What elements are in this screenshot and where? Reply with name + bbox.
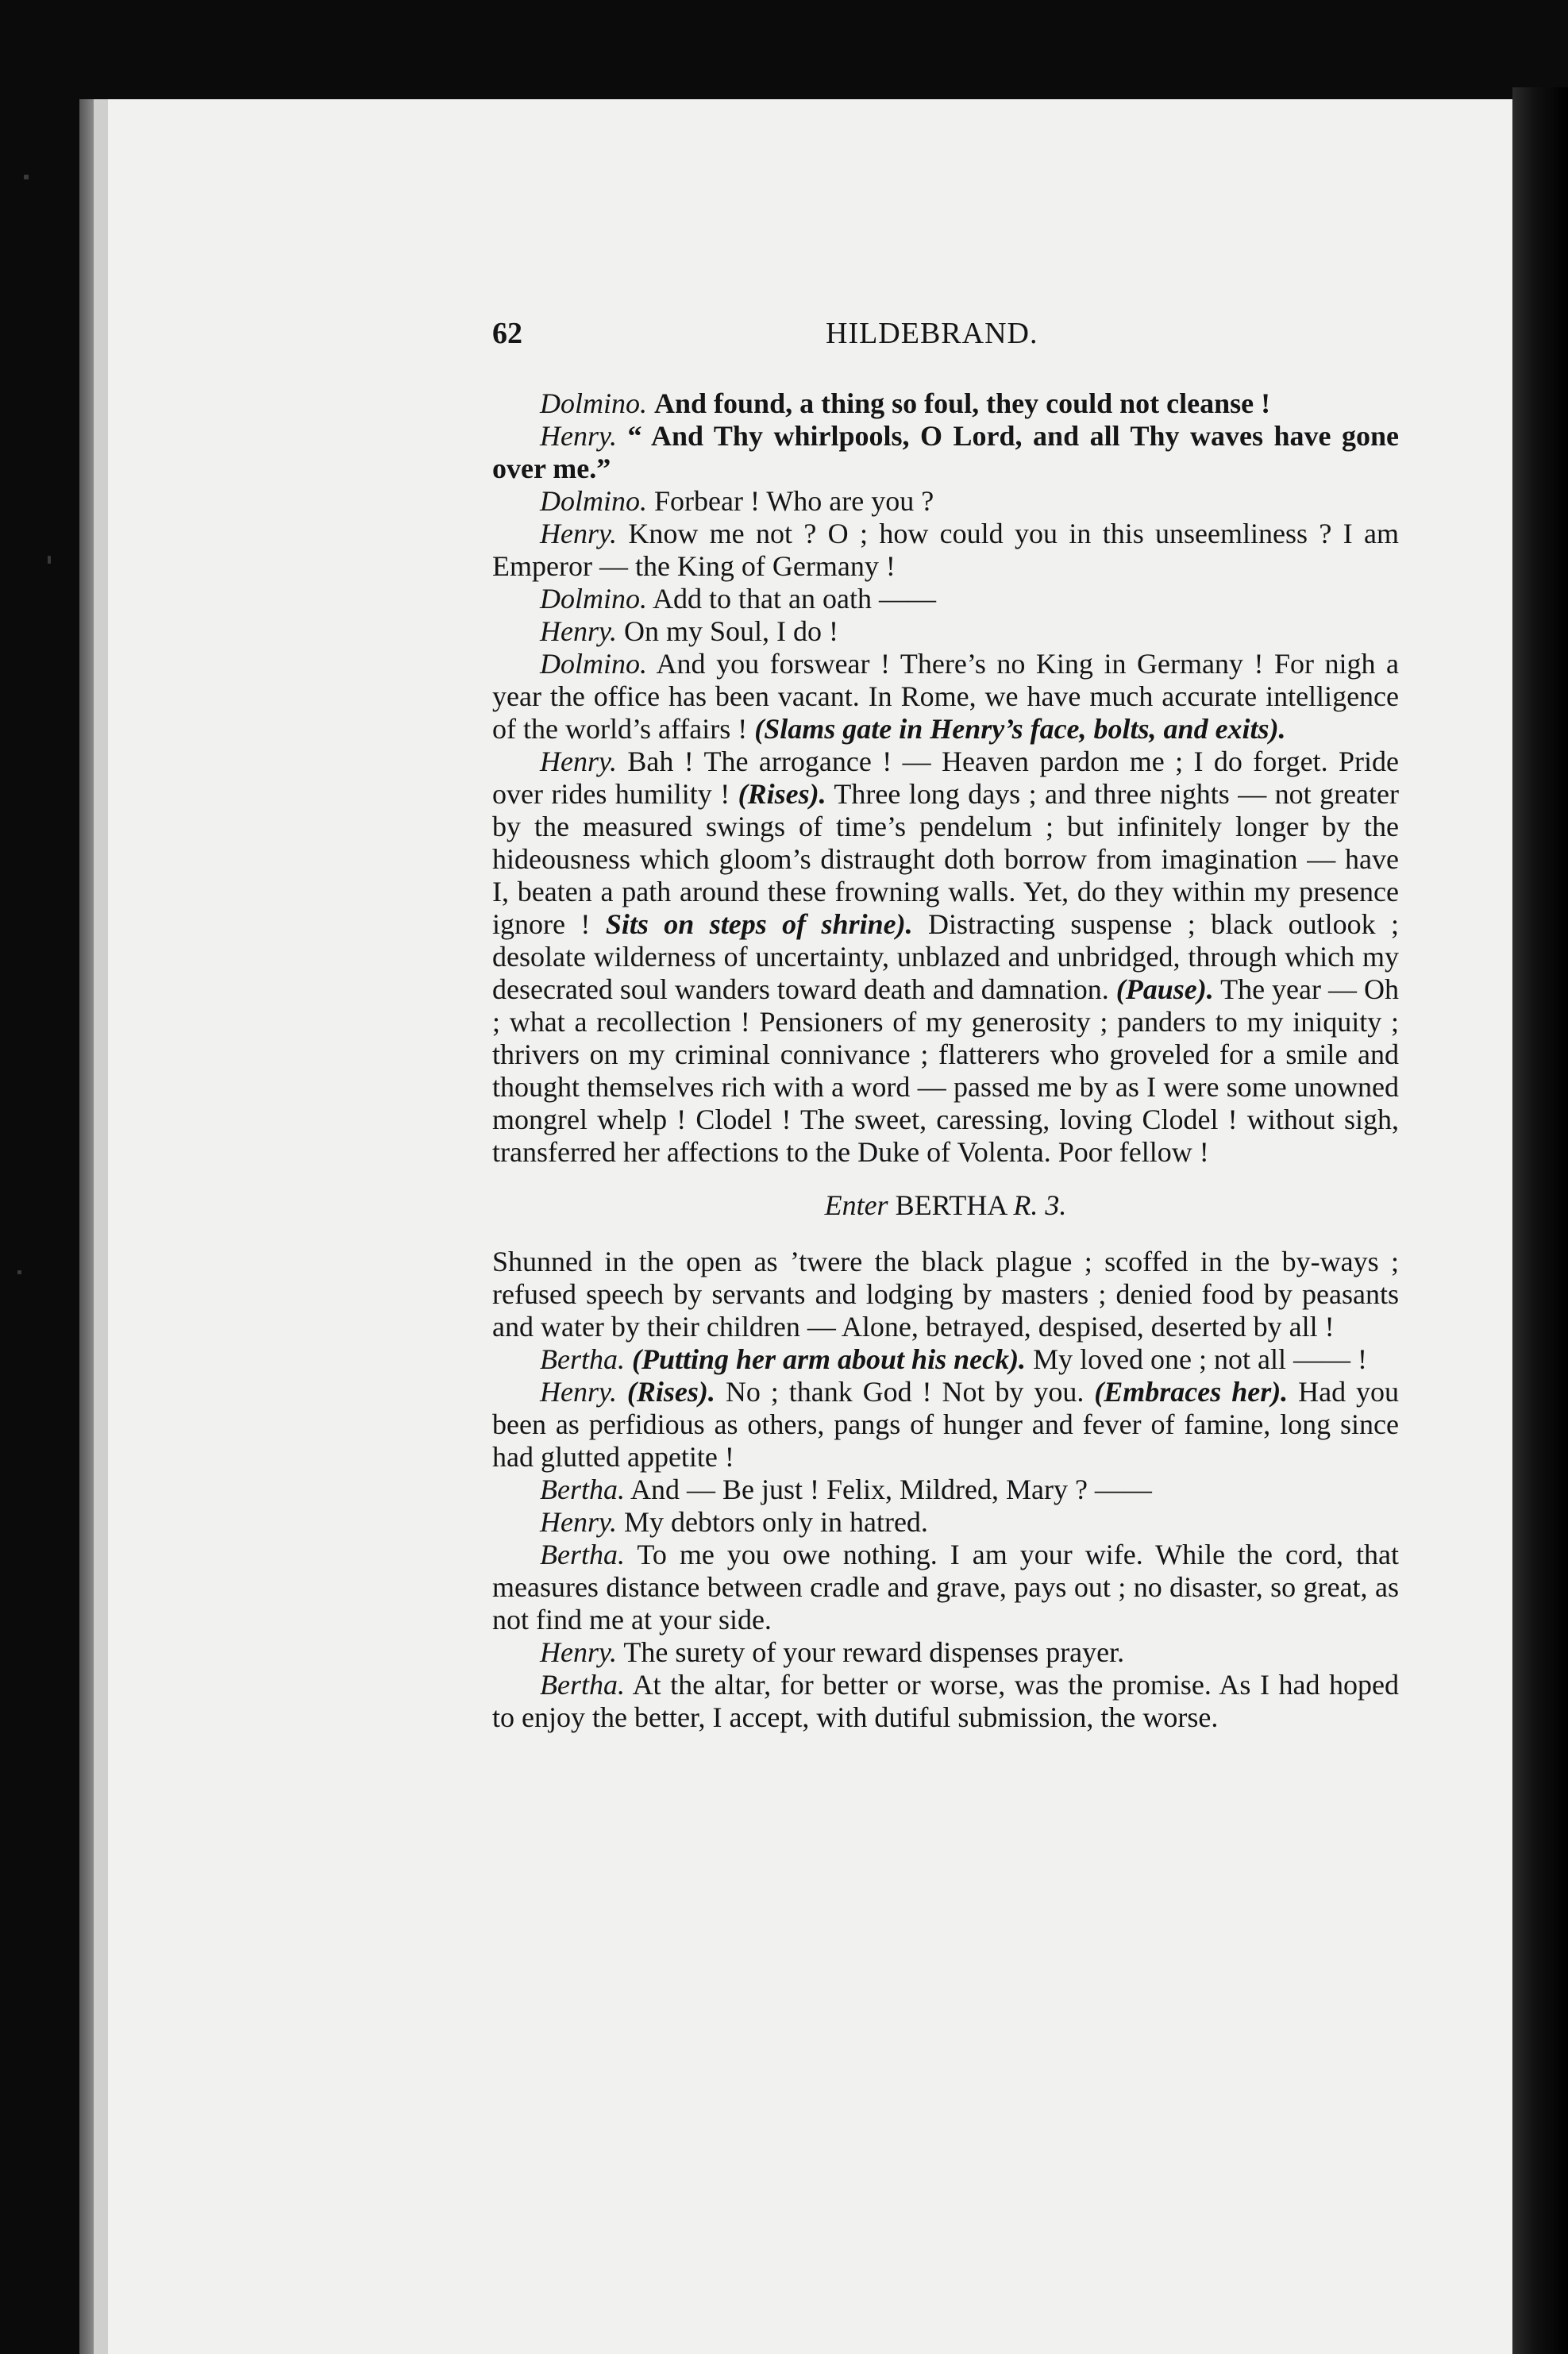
line-text: Know me not ? O ; how could you in this unseemliness ? I am Emperor — the King of Germany ! xyxy=(492,518,1399,582)
entrance-name: BERTHA xyxy=(895,1189,1007,1221)
speaker-name: Dolmino. xyxy=(540,583,647,615)
continuation-text: Shunned in the open as ’twere the black plague ; scoffed in the by-ways ; refused speech by servants and lodging by masters ; denied food by peasants and water by their children — Alone, betrayed, despised, deserted by all ! xyxy=(492,1246,1399,1343)
line-text: On my Soul, I do ! xyxy=(623,615,838,647)
speaker-name: Dolmino. xyxy=(540,485,647,517)
speaker-name: Henry. xyxy=(540,518,617,549)
line-text: Distracting suspense ; black outlook ; desolate wilderness of uncertainty, unblazed and unbridged, through which my desecrated soul wanders toward death and damnation. xyxy=(492,908,1400,1005)
speaker-name: Bertha. xyxy=(540,1474,625,1505)
line-text: “ And Thy whirlpools, O Lord, and all Thy waves have gone over me.” xyxy=(492,420,1400,484)
dialogue-line xyxy=(492,518,1399,583)
stage-direction: (Rises). xyxy=(738,778,826,810)
entrance-word: Enter xyxy=(824,1189,888,1221)
speaker-name: Henry. xyxy=(540,1506,617,1538)
speaker-name: Dolmino. xyxy=(540,648,647,680)
page-title: HILDEBRAND. xyxy=(826,317,1038,350)
scan-speck xyxy=(17,1270,21,1274)
line-text: To me you owe nothing. I am your wife. While the cord, that measures distance between cradle and grave, pays out ; no disaster, so great, as not find me at your side. xyxy=(492,1539,1399,1635)
line-text: Had you been as perfidious as others, pangs of hunger and fever of famine, long since had glutted appetite ! xyxy=(492,1376,1400,1473)
dialogue-line xyxy=(492,1376,1399,1474)
dialogue-line xyxy=(492,420,1399,485)
dialogue-line xyxy=(492,583,1399,615)
speaker-name: Bertha. xyxy=(540,1669,625,1701)
stage-direction: Sits on steps of shrine). xyxy=(605,908,913,940)
running-head xyxy=(492,318,1399,365)
speaker-name: Bertha. xyxy=(540,1343,625,1375)
line-text: Forbear ! Who are you ? xyxy=(654,485,934,517)
speaker-name: Dolmino. xyxy=(540,387,647,419)
speaker-name: Bertha. xyxy=(540,1539,625,1570)
line-text: At the altar, for better or worse, was the promise. As I had hoped to enjoy the better, I accept, with dutiful submission, the worse. xyxy=(492,1669,1400,1733)
stage-direction: (Putting her arm about his neck). xyxy=(631,1343,1027,1375)
line-text: The year — Oh ; what a recollection ! Pensioners of my generosity ; panders to my iniquity ; thrivers on my criminal connivance ; flatterers who groveled for a smile and thought themselves rich with a word — passed me by as I were some unowned mongrel whelp ! Clodel ! The sweet, caressing, loving Clodel ! without sigh, transferred her affections to the Duke of Volenta. Poor fellow ! xyxy=(492,973,1399,1168)
scan-speck xyxy=(48,556,51,564)
page-right-edge xyxy=(1512,87,1568,2354)
page-content xyxy=(492,318,1399,1734)
stage-direction: (Slams gate in Henry’s face, bolts, and exits). xyxy=(754,713,1286,745)
entrance-position: R. 3. xyxy=(1013,1189,1067,1221)
line-text: Bah ! The arrogance ! — Heaven pardon me ; I do forget. Pride over rides humility ! xyxy=(492,745,1400,810)
line-text: My debtors only in hatred. xyxy=(623,1506,928,1538)
line-text: Add to that an oath —— xyxy=(653,583,936,615)
line-text: And found, a thing so foul, they could not cleanse ! xyxy=(654,387,1271,419)
dialogue-line xyxy=(492,485,1399,518)
dialogue-line xyxy=(492,1474,1399,1506)
dialogue-line xyxy=(492,1506,1399,1539)
speaker-name: Henry. xyxy=(540,745,617,777)
page-number: 62 xyxy=(492,317,522,350)
line-text: And you forswear ! There’s no King in Germany ! For nigh a year the office has been vacant. In Rome, we have much accurate intelligence of the world’s affairs ! xyxy=(492,648,1400,745)
scan-speck xyxy=(24,175,29,179)
speaker-name: Henry. xyxy=(540,615,617,647)
line-text: Three long days ; and three nights — not greater by the measured swings of time’s pendelum ; but infinitely longer by the hideousness which gloom’s distraught doth borrow from imagination — have I, beaten a path around these frowning walls. Yet, do they within my presence ignore ! xyxy=(492,778,1399,940)
stage-direction: (Embraces her). xyxy=(1094,1376,1289,1408)
line-text: The surety of your reward dispenses prayer. xyxy=(623,1636,1125,1668)
dialogue-line xyxy=(492,1539,1399,1636)
dialogue-line xyxy=(492,745,1399,1169)
entrance-direction xyxy=(492,1189,1399,1222)
speaker-name: Henry. xyxy=(540,420,617,452)
dialogue-line xyxy=(492,1343,1399,1376)
dialogue-line xyxy=(492,1669,1399,1734)
stage-direction: (Rises). xyxy=(626,1376,715,1408)
dialogue-line xyxy=(492,648,1399,745)
dialogue-line xyxy=(492,387,1399,420)
line-text: My loved one ; not all —— ! xyxy=(1033,1343,1368,1375)
line-text: And — Be just ! Felix, Mildred, Mary ? —— xyxy=(630,1474,1152,1505)
dialogue-line xyxy=(492,615,1399,648)
speaker-name: Henry. xyxy=(540,1636,617,1668)
stage-direction: (Pause). xyxy=(1115,973,1214,1005)
dialogue-line xyxy=(492,1636,1399,1669)
line-text: No ; thank God ! Not by you. xyxy=(725,1376,1085,1408)
speaker-name: Henry. xyxy=(540,1376,617,1408)
